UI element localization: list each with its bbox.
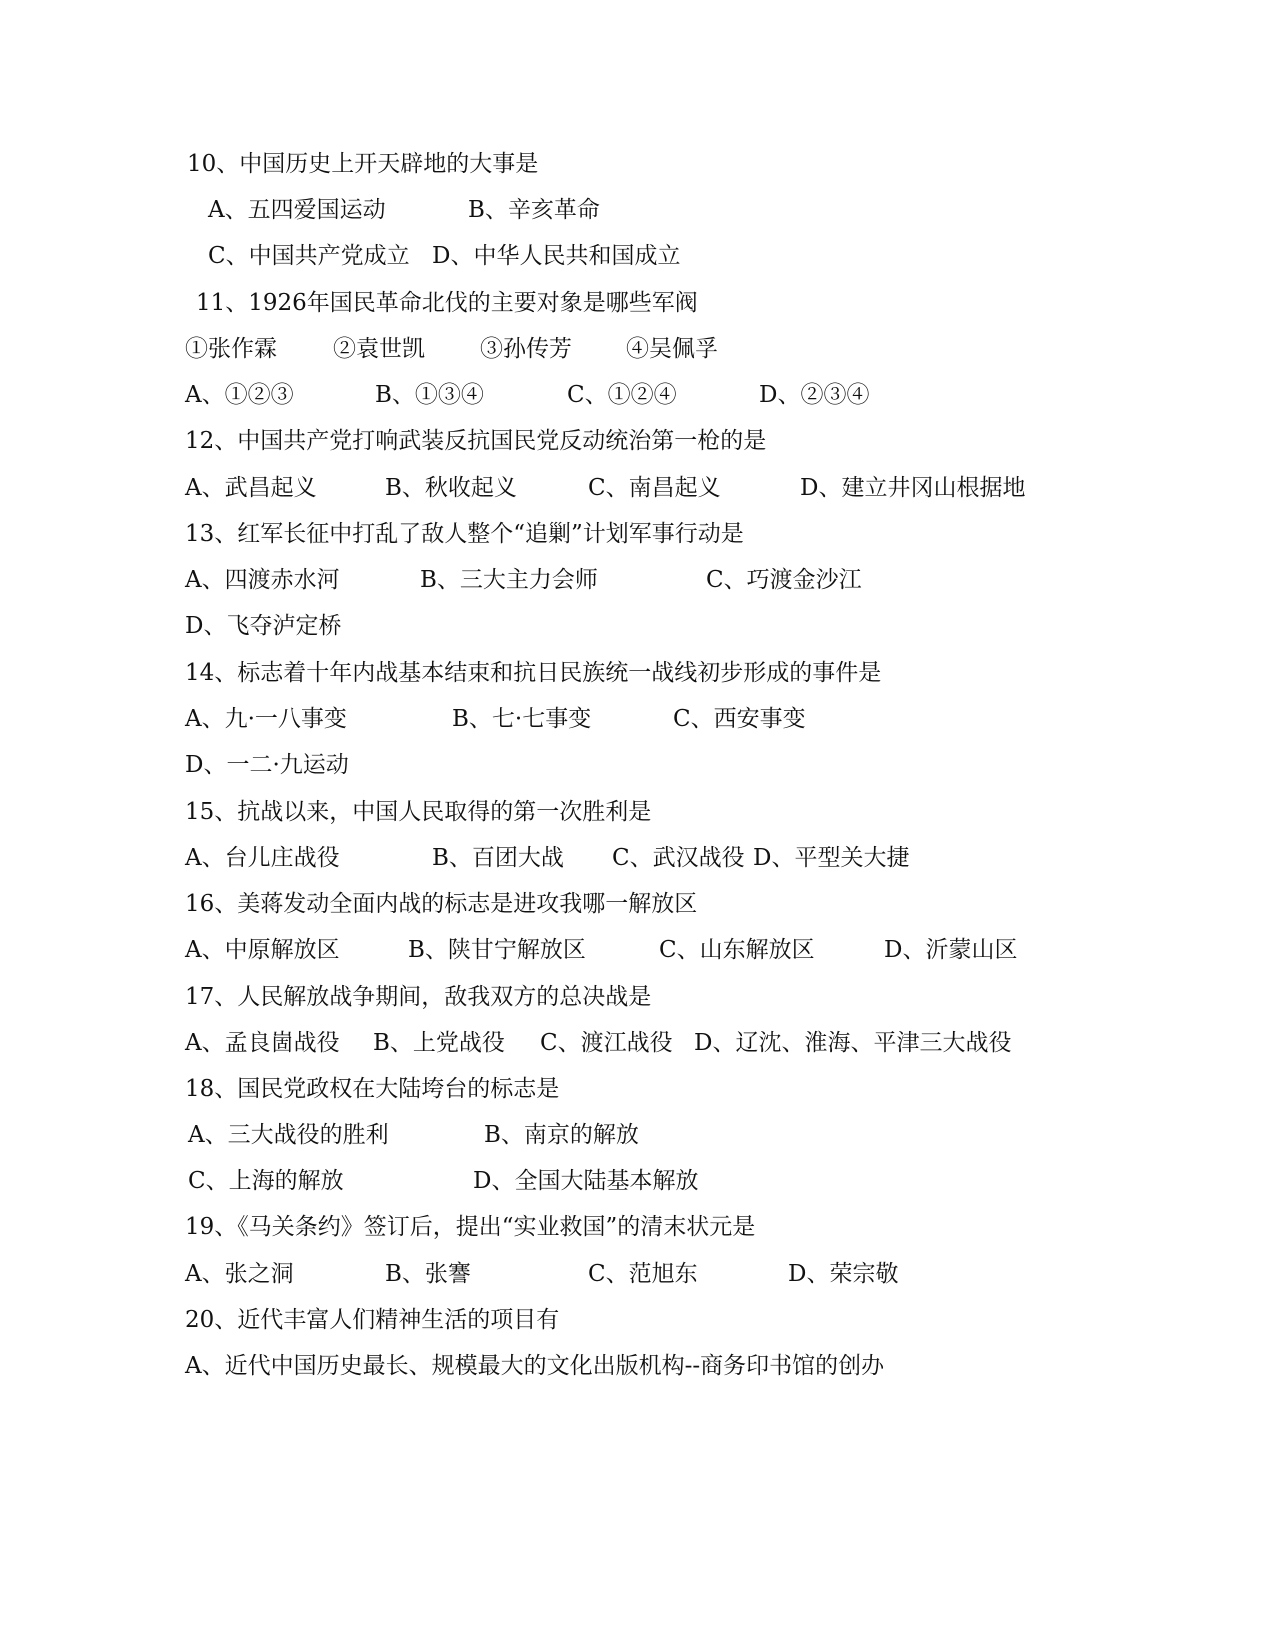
option-b: B、张謇 bbox=[385, 1261, 471, 1287]
option-row bbox=[0, 1349, 885, 1383]
option-a: A、张之洞 bbox=[185, 1261, 294, 1287]
question-stem: 20、近代丰富人们精神生活的项目有 bbox=[185, 1307, 560, 1333]
question-18 bbox=[0, 1072, 560, 1106]
option-row bbox=[0, 378, 870, 412]
question-stem: 19、《马关条约》签订后，提出“实业救国”的清末状元是 bbox=[185, 1214, 756, 1240]
option-d: D、荣宗敬 bbox=[788, 1261, 899, 1287]
question-stem: 12、中国共产党打响武装反抗国民党反动统治第一枪的是 bbox=[185, 428, 767, 454]
option-d: D、飞夺泸定桥 bbox=[185, 613, 342, 639]
option-c: C、武汉战役 bbox=[612, 845, 745, 871]
option-a: A、台儿庄战役 bbox=[185, 845, 340, 871]
question-stem: 18、国民党政权在大陆垮台的标志是 bbox=[185, 1076, 560, 1102]
option-d: D、中华人民共和国成立 bbox=[432, 243, 681, 269]
option-c: C、上海的解放 bbox=[188, 1168, 344, 1194]
option-a: A、①②③ bbox=[185, 382, 294, 408]
option-row bbox=[0, 471, 1026, 505]
option-b: B、南京的解放 bbox=[484, 1122, 639, 1148]
option-b: B、秋收起义 bbox=[385, 475, 517, 501]
option-d: D、建立井冈山根据地 bbox=[800, 475, 1026, 501]
question-12 bbox=[0, 424, 767, 458]
option-b: B、上党战役 bbox=[373, 1030, 505, 1056]
option-a: A、近代中国历史最长、规模最大的文化出版机构--商务印书馆的创办 bbox=[185, 1353, 885, 1379]
option-a: A、中原解放区 bbox=[185, 937, 340, 963]
option-b: B、①③④ bbox=[375, 382, 484, 408]
question-stem: 13、红军长征中打乱了敌人整个“追剿”计划军事行动是 bbox=[185, 521, 744, 547]
question-15 bbox=[0, 795, 652, 829]
option-a: A、三大战役的胜利 bbox=[188, 1122, 389, 1148]
option-row bbox=[0, 1026, 1012, 1060]
choice-1: ①张作霖 bbox=[185, 336, 277, 362]
option-row bbox=[0, 193, 600, 227]
option-d: D、全国大陆基本解放 bbox=[473, 1168, 699, 1194]
option-d: D、平型关大捷 bbox=[753, 845, 910, 871]
question-stem: 17、人民解放战争期间，敌我双方的总决战是 bbox=[185, 984, 652, 1010]
option-row bbox=[0, 239, 681, 273]
option-b: B、辛亥革命 bbox=[468, 197, 600, 223]
option-row bbox=[0, 1118, 639, 1152]
option-row bbox=[0, 1257, 899, 1291]
choice-4: ④吴佩孚 bbox=[626, 336, 718, 362]
option-c: C、范旭东 bbox=[588, 1261, 698, 1287]
option-c: C、①②④ bbox=[567, 382, 677, 408]
option-c: C、渡江战役 bbox=[540, 1030, 673, 1056]
option-row bbox=[0, 702, 806, 736]
question-19 bbox=[0, 1210, 756, 1244]
option-a: A、五四爱国运动 bbox=[208, 197, 386, 223]
option-a: A、武昌起义 bbox=[185, 475, 317, 501]
option-a: A、四渡赤水河 bbox=[185, 567, 340, 593]
question-17 bbox=[0, 980, 652, 1014]
option-a: A、孟良崮战役 bbox=[185, 1030, 340, 1056]
option-row bbox=[0, 563, 862, 597]
choice-2: ②袁世凯 bbox=[333, 336, 425, 362]
option-d: D、沂蒙山区 bbox=[884, 937, 1018, 963]
choice-3: ③孙传芳 bbox=[480, 336, 572, 362]
option-b: B、三大主力会师 bbox=[420, 567, 598, 593]
question-stem: 14、标志着十年内战基本结束和抗日民族统一战线初步形成的事件是 bbox=[185, 660, 882, 686]
option-d: D、一二·九运动 bbox=[185, 752, 349, 778]
question-stem: 15、抗战以来，中国人民取得的第一次胜利是 bbox=[185, 799, 652, 825]
question-20 bbox=[0, 1303, 560, 1337]
question-14 bbox=[0, 656, 882, 690]
option-b: B、七·七事变 bbox=[452, 706, 592, 732]
option-b: B、百团大战 bbox=[432, 845, 564, 871]
option-c: C、山东解放区 bbox=[659, 937, 815, 963]
option-c: C、南昌起义 bbox=[588, 475, 721, 501]
question-16 bbox=[0, 887, 698, 921]
option-a: A、九·一八事变 bbox=[185, 706, 347, 732]
option-row bbox=[0, 841, 910, 875]
question-10 bbox=[0, 147, 539, 181]
option-d: D、②③④ bbox=[759, 382, 870, 408]
question-stem: 10、中国历史上开天辟地的大事是 bbox=[187, 151, 539, 177]
question-stem: 11、1926年国民革命北伐的主要对象是哪些军阀 bbox=[196, 290, 698, 316]
option-row bbox=[0, 748, 349, 782]
choice-list bbox=[0, 332, 718, 366]
option-row bbox=[0, 1164, 699, 1198]
option-row bbox=[0, 933, 1018, 967]
option-c: C、中国共产党成立 bbox=[208, 243, 410, 269]
question-stem: 16、美蒋发动全面内战的标志是进攻我哪一解放区 bbox=[185, 891, 698, 917]
option-row bbox=[0, 609, 342, 643]
option-b: B、陕甘宁解放区 bbox=[408, 937, 586, 963]
question-11 bbox=[0, 286, 698, 320]
question-13 bbox=[0, 517, 744, 551]
option-d: D、辽沈、淮海、平津三大战役 bbox=[694, 1030, 1012, 1056]
option-c: C、西安事变 bbox=[673, 706, 806, 732]
option-c: C、巧渡金沙江 bbox=[706, 567, 862, 593]
